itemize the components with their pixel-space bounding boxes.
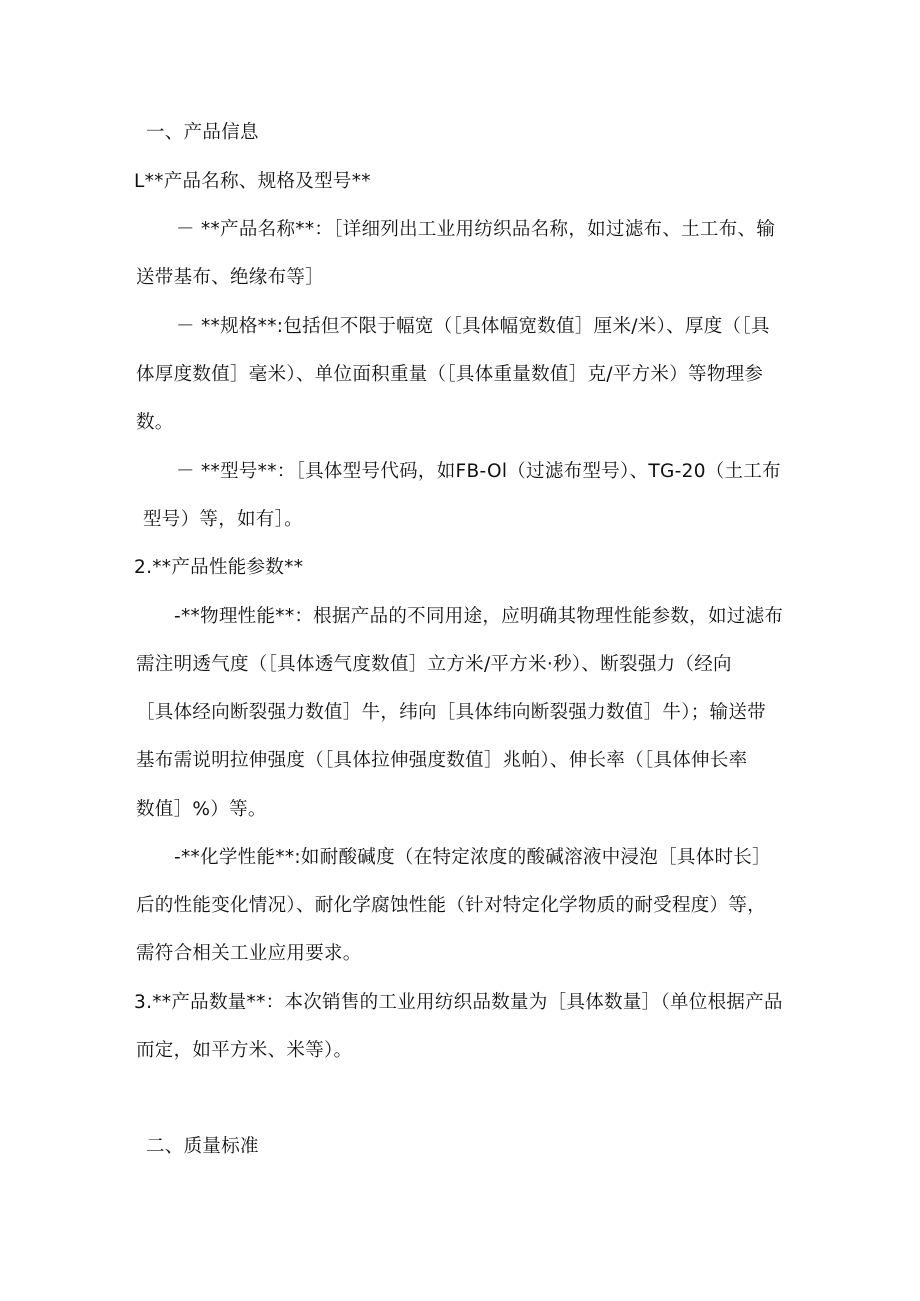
item-2-physical-line-4: 基布需说明拉伸强度（［具体拉伸强度数值］兆帕）、伸长率（［具体伸长率 (136, 750, 748, 771)
item-2-heading: 2.**产品性能参数** (134, 557, 304, 578)
item-2-physical-line-5: 数值］%）等。 (136, 799, 267, 820)
section-2-heading: 二、质量标准 (146, 1136, 259, 1157)
item-1-name-line-1: － **产品名称**：［详细列出工业用纺织品名称，如过滤布、土工布、输 (176, 219, 776, 240)
section-1-heading: 一、产品信息 (146, 122, 259, 143)
item-1-spec-line-3: 数。 (136, 412, 174, 433)
item-3-line-1: 3.**产品数量**：本次销售的工业用纺织品数量为［具体数量］（单位根据产品 (134, 992, 783, 1013)
item-2-physical-line-1: -**物理性能**：根据产品的不同用途，应明确其物理性能参数，如过滤布 (174, 606, 784, 627)
item-3-line-2: 而定，如平方米、米等）。 (136, 1040, 353, 1061)
item-1-model-line-2: 型号）等，如有］。 (143, 509, 303, 530)
item-1-model-line-1: － **型号**：［具体型号代码，如FB-Ol（过滤布型号）、TG-20（土工布 (176, 461, 781, 482)
item-2-chemical-line-1: -**化学性能**:如耐酸碱度（在特定浓度的酸碱溶液中浸泡［具体时长］ (174, 847, 771, 868)
item-1-spec-line-1: － **规格**:包括但不限于幅宽（［具体幅宽数值］厘米/米）、厚度（［具 (176, 316, 770, 337)
item-2-physical-line-3: ［具体经向断裂强力数值］牛，纬向［具体纬向断裂强力数值］牛）；输送带 (136, 702, 766, 723)
item-2-chemical-line-2: 后的性能变化情况）、耐化学腐蚀性能（针对特定化学物质的耐受程度）等， (136, 895, 766, 916)
item-1-heading: L**产品名称、规格及型号** (134, 171, 371, 192)
item-1-name-line-2: 送带基布、绝缘布等］ (136, 267, 325, 288)
item-2-chemical-line-3: 需符合相关工业应用要求。 (136, 943, 362, 964)
item-1-spec-line-2: 体厚度数值］毫米）、单位面积重量（［具体重量数值］克/平方米）等物理参 (136, 364, 764, 385)
item-2-physical-line-2: 需注明透气度（［具体透气度数值］立方米/平方米·秒）、断裂强力（经向 (136, 654, 732, 675)
